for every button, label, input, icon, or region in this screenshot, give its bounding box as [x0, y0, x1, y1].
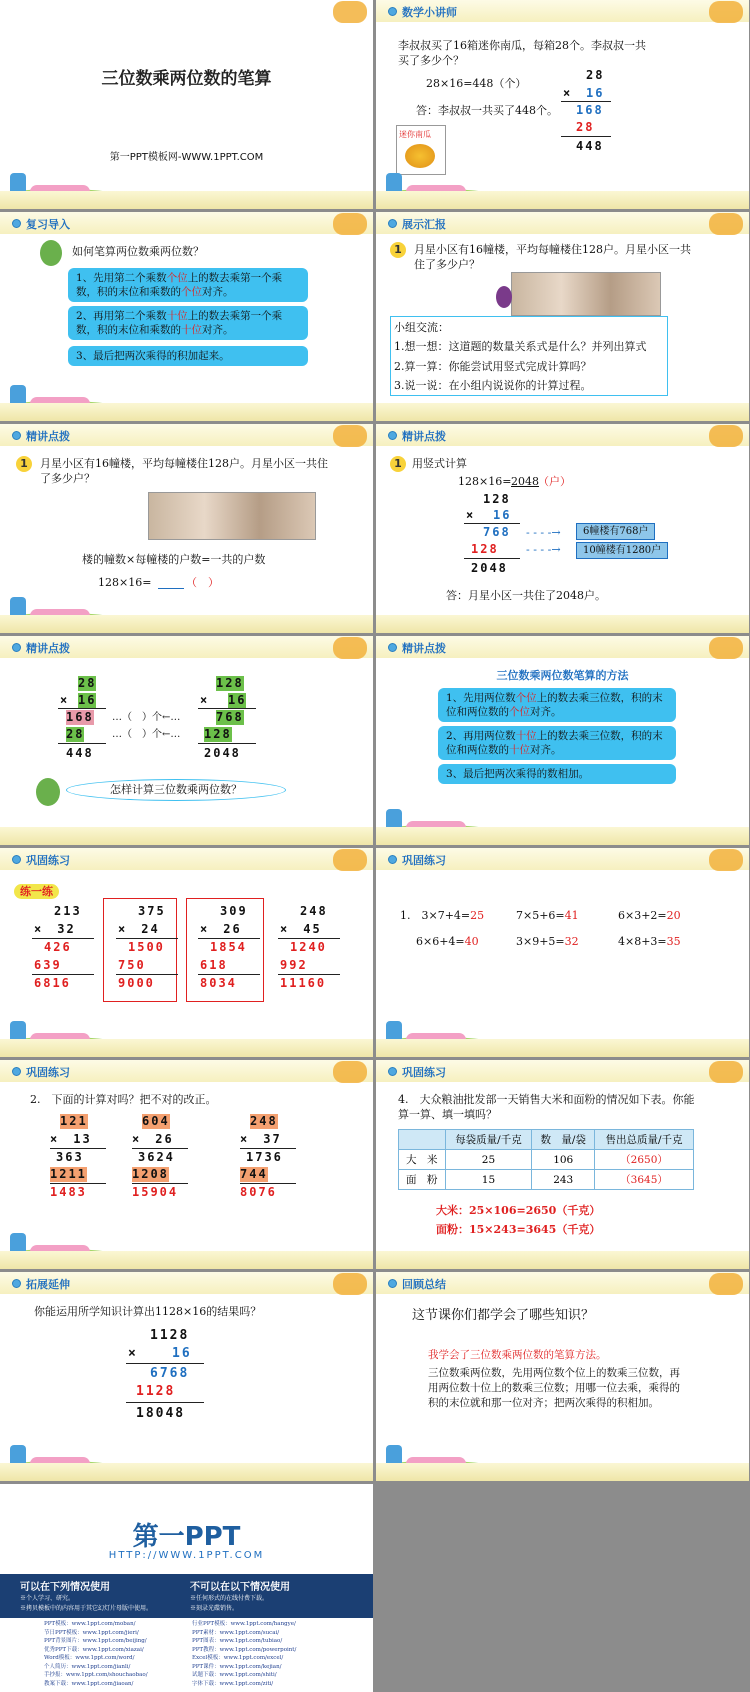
calc-partial1: 1500: [128, 940, 165, 954]
calc-result: 8034: [200, 976, 237, 990]
right-partial1: 768: [216, 710, 244, 724]
bullet-icon: [12, 855, 21, 864]
slide-header: [376, 0, 749, 22]
calc-top: 309: [220, 904, 248, 918]
method-step-2: 2、再用两位数十位上的数去乘三位数，积的末位和两位数的十位对齐。: [438, 726, 676, 760]
header-title: 精讲点拨: [402, 430, 446, 443]
calc-line: [50, 1148, 106, 1149]
vm-partial2: 1128: [136, 1384, 176, 1399]
footer-link[interactable]: 教案下载：www.1ppt.com/jiaoan/: [44, 1680, 134, 1687]
answer-blank[interactable]: [158, 588, 184, 589]
vm-partial2: 128: [471, 542, 499, 556]
calc-line: [32, 938, 94, 939]
calc-result: 9000: [118, 976, 155, 990]
calc-partial1: 1736: [246, 1150, 283, 1164]
instruction-text: 用竖式计算: [412, 457, 467, 470]
expr-1-2: 7×5+6=41: [516, 909, 579, 922]
method-step-1: 1、先用两位数个位上的数去乘三位数，积的末位和两位数的个位对齐。: [438, 688, 676, 722]
question-text: 2. 下面的计算对吗？把不对的改正。: [30, 1093, 217, 1106]
calc-result: 8076: [240, 1185, 277, 1199]
bullet-icon: [12, 431, 21, 440]
vm-line2: [58, 743, 106, 744]
bullet-icon: [388, 219, 397, 228]
mid-label-2: …（ ）个←…: [112, 729, 181, 740]
calc-partial1: 1240: [290, 940, 327, 954]
mid-label-1: …（ ）个←…: [112, 712, 181, 723]
slide-header: [376, 212, 749, 234]
slide-header: [376, 636, 749, 658]
links-area: [0, 1618, 373, 1692]
footer-band: [376, 827, 749, 845]
right-top: 128: [216, 676, 244, 690]
expr-1-3: 6×3+2=20: [618, 909, 681, 922]
calc-top: 375: [138, 904, 166, 918]
bullet-icon: [388, 7, 397, 16]
calc-multiplier: × 32: [34, 922, 76, 936]
slide-header: [376, 424, 749, 446]
method-step-1: 1、先用第二个乘数个位上的数去乘第一个乘数，积的末位和乘数的个位对齐。: [68, 268, 308, 302]
slide-header: [376, 1272, 749, 1294]
method-title: 三位数乘两位数笔算的方法: [496, 669, 629, 682]
bullet-icon: [12, 1279, 21, 1288]
mascot-icon: [496, 286, 512, 308]
calc-partial1: 3624: [138, 1150, 175, 1164]
footer-band: [376, 403, 749, 421]
arrow-icon: - - - -→: [526, 526, 561, 539]
slide-header: [0, 848, 373, 870]
footer-band: [376, 1463, 749, 1481]
slide-12[interactable]: [376, 1060, 749, 1269]
footer-link[interactable]: 优秀PPT下载：www.1ppt.com/xiazai/: [44, 1646, 144, 1653]
slide-7[interactable]: [0, 636, 373, 845]
footer-link[interactable]: 字体下载：www.1ppt.com/ziti/: [192, 1680, 274, 1687]
equation: 128×16=: [458, 475, 512, 488]
calc-multiplier: × 24: [118, 922, 160, 936]
table-row: 大 米 25 106 （2650）: [399, 1150, 694, 1170]
expr-2-3: 4×8+3=35: [618, 935, 681, 948]
bullet-icon: [388, 1067, 397, 1076]
header-title: 巩固练习: [26, 854, 70, 867]
equation-result: 2048: [511, 475, 539, 488]
slide-4[interactable]: [376, 212, 749, 421]
right-multiplier: 16: [228, 693, 247, 707]
kids-logo-icon: [709, 1273, 743, 1295]
problem-number-icon: 1: [16, 456, 32, 472]
vm-line2: [561, 136, 611, 137]
unit-blank: （ ）: [186, 576, 219, 589]
calc-line2: [198, 974, 260, 975]
calc-multiplier: × 13: [50, 1132, 92, 1146]
calc-line: [116, 938, 178, 939]
slide-11[interactable]: [0, 1060, 373, 1269]
footer-link[interactable]: PPT课件：www.1ppt.com/kejian/: [192, 1663, 282, 1670]
header-title: 拓展延伸: [26, 1278, 70, 1291]
calc-line2: [116, 974, 178, 975]
slide-title: 三位数乘两位数的笔算: [101, 69, 272, 89]
vm-top: 1128: [150, 1328, 190, 1343]
calc-line: [198, 938, 260, 939]
expr-2-2: 3×9+5=32: [516, 935, 579, 948]
footer-link[interactable]: 节日PPT模板：www.1ppt.com/jieri/: [44, 1629, 139, 1636]
vm-line2: [464, 558, 520, 559]
vm-times: ×: [563, 86, 573, 100]
brand-url[interactable]: HTTP://WWW.1PPT.COM: [108, 1550, 265, 1561]
empty-area: [376, 1484, 749, 1692]
calc-partial2: 618: [200, 958, 228, 972]
right-result: 2048: [204, 746, 241, 760]
summary-line-1: 我学会了三位数乘两位数的笔算方法。: [428, 1349, 607, 1361]
summary-line-2: 三位数乘两位数，先用两位数个位上的数乘三位数，再用两位数十位上的数乘三位数；用哪一位去乘，乘得的积的末位就和那一位对齐；把两次乘得的积相加。: [428, 1367, 680, 1409]
calc-line: [240, 1148, 296, 1149]
calc-top: 604: [142, 1114, 170, 1128]
calc-result: 1483: [50, 1185, 87, 1199]
explain-box-1: 6幢楼有768户: [576, 523, 655, 540]
bullet-icon: [388, 855, 397, 864]
calc-partial1: 426: [44, 940, 72, 954]
header-title: 展示汇报: [402, 218, 446, 231]
question-text: 你能运用所学知识计算出1128×16的结果吗？: [34, 1305, 262, 1318]
answer-text: 答：月星小区一共住了2048户。: [446, 589, 606, 602]
kids-logo-icon: [709, 849, 743, 871]
calc-partial2: 1211: [50, 1167, 87, 1181]
header-title: 巩固练习: [26, 1066, 70, 1079]
vm-result: 2048: [471, 561, 508, 575]
vm-partial2: 28: [576, 120, 595, 134]
bullet-icon: [388, 1279, 397, 1288]
slide-header: [0, 636, 373, 658]
explain-box-2: 10幢楼有1280户: [576, 542, 668, 559]
mascot-icon: [40, 240, 62, 266]
calc-top: 248: [300, 904, 328, 918]
footer-band: [0, 1039, 373, 1057]
kids-logo-icon: [333, 1, 367, 23]
calc-line2: [32, 974, 94, 975]
slide-header: [0, 212, 373, 234]
slide-ad[interactable]: [0, 1484, 373, 1692]
slide-3[interactable]: [0, 212, 373, 421]
vm-times: ×: [466, 508, 476, 522]
header-title: 复习导入: [26, 218, 70, 231]
slide-14[interactable]: [376, 1272, 749, 1481]
kids-logo-icon: [333, 1273, 367, 1295]
header-title: 巩固练习: [402, 1066, 446, 1079]
vm-multiplier: 16: [172, 1346, 192, 1361]
vm-partial1: 6768: [150, 1366, 190, 1381]
footer-band: [0, 403, 373, 421]
kids-logo-icon: [333, 425, 367, 447]
footer-link[interactable]: 试题下载：www.1ppt.com/shiti/: [192, 1672, 277, 1678]
slide-9[interactable]: [0, 848, 373, 1057]
vm-result: 18048: [136, 1406, 186, 1421]
expr-2-1: 6×6+4=40: [416, 935, 479, 948]
buildings-image: [148, 492, 316, 540]
left-multiplier: 16: [78, 693, 97, 707]
equation: 128×16=: [98, 576, 152, 589]
vm-top: 128: [483, 492, 511, 506]
calc-line: [132, 1148, 188, 1149]
arrow-icon: - - - -→: [526, 543, 561, 556]
calc-line: [278, 938, 340, 939]
slide-header: [0, 1060, 373, 1082]
footer-band: [376, 1251, 749, 1269]
footer-band: [0, 1251, 373, 1269]
calc-line2: [240, 1183, 296, 1184]
left-partial2: 28: [66, 727, 85, 741]
vm-partial1: 168: [576, 103, 604, 117]
question-text: 这节课你们都学会了哪些知识？: [412, 1308, 595, 1323]
mascot-icon: [36, 778, 60, 806]
calc-result: 11160: [280, 976, 327, 990]
slide-subtitle: 第一PPT模板网-WWW.1PPT.COM: [109, 152, 264, 163]
calc-line2: [132, 1183, 188, 1184]
footer-link[interactable]: 手抄报：www.1ppt.com/shouchaobao/: [44, 1672, 148, 1678]
right-times: ×: [200, 693, 210, 707]
vm-line: [561, 101, 611, 102]
bullet-icon: [12, 643, 21, 652]
footer-band: [376, 1039, 749, 1057]
forbidden-2: ※刻录光碟销售。: [190, 1605, 239, 1612]
image-caption: 迷你南瓜: [399, 130, 431, 139]
problem-number-icon: 1: [390, 456, 406, 472]
left-result: 448: [66, 746, 94, 760]
header-title: 数学小讲师: [402, 6, 457, 19]
discussion-item-1: 1.想一想：这道题的数量关系式是什么？并列出算式: [394, 340, 647, 353]
allowed-2: ※拷贝模板中的内容用于其它幻灯片母版中使用。: [20, 1605, 153, 1612]
calc-multiplier: × 37: [240, 1132, 282, 1146]
slide-8[interactable]: [376, 636, 749, 845]
vm-line: [464, 523, 520, 524]
discussion-item-3: 3.说一说：在小组内说说你的计算过程。: [394, 379, 592, 392]
header-title: 巩固练习: [402, 854, 446, 867]
slide-header: [0, 424, 373, 446]
brand-logo: 第一PPT: [132, 1522, 241, 1552]
practice-tag: 练一练: [14, 884, 59, 899]
footer-band: [376, 191, 749, 209]
answer-flour: 面粉：15×243=3645（千克）: [436, 1223, 601, 1236]
calc-partial1: 1854: [210, 940, 247, 954]
vm-line: [126, 1363, 204, 1364]
info-panel: [0, 1574, 373, 1692]
slide-10[interactable]: [376, 848, 749, 1057]
table-row: 面 粉 15 243 （3645）: [399, 1170, 694, 1190]
kids-logo-icon: [709, 425, 743, 447]
method-step-2: 2、再用第二个乘数十位上的数去乘第一个乘数，积的末位和乘数的十位对齐。: [68, 306, 308, 340]
slide-5[interactable]: [0, 424, 373, 633]
vm-line: [198, 708, 256, 709]
left-times: ×: [60, 693, 70, 707]
equation-unit: （户）: [538, 475, 571, 488]
footer-link[interactable]: PPT背景图片：www.1ppt.com/beijing/: [44, 1638, 147, 1644]
kids-logo-icon: [709, 1061, 743, 1083]
footer-link[interactable]: Word模板：www.1ppt.com/word/: [44, 1655, 135, 1661]
question-text: 月星小区有16幢楼，平均每幢楼住128户。月星小区一共住了多少户？: [414, 243, 691, 271]
left-top: 28: [78, 676, 97, 690]
vm-multiplier: 16: [586, 86, 605, 100]
calc-partial2: 639: [34, 958, 62, 972]
kids-logo-icon: [333, 213, 367, 235]
question-bubble: 怎样计算三位数乘两位数？: [66, 779, 286, 801]
bullet-icon: [12, 1067, 21, 1076]
discussion-item-2: 2.算一算：你能尝试用竖式完成计算吗？: [394, 360, 592, 373]
footer-link[interactable]: Excel模板：www.1ppt.com/excel/: [192, 1655, 284, 1661]
discussion-box: [390, 316, 668, 396]
question-text: 李叔叔买了16箱迷你南瓜，每箱28个。李叔叔一共买了多少个？: [398, 39, 646, 67]
kids-logo-icon: [709, 1, 743, 23]
footer-link[interactable]: 行业PPT模板：www.1ppt.com/hangye/: [192, 1621, 296, 1627]
bullet-icon: [388, 431, 397, 440]
expr-1-1: 1. 3×7+4=25: [400, 909, 485, 922]
header-title: 精讲点拨: [26, 642, 70, 655]
right-partial2: 128: [204, 727, 232, 741]
slide-13[interactable]: [0, 1272, 373, 1481]
calc-line2: [278, 974, 340, 975]
slide-header: [376, 1060, 749, 1082]
calc-multiplier: × 45: [280, 922, 322, 936]
vm-times: ×: [128, 1346, 138, 1361]
vm-line2: [198, 743, 256, 744]
vm-top: 28: [586, 68, 605, 82]
calc-partial2: 1208: [132, 1167, 169, 1181]
header-title: 回顾总结: [402, 1278, 446, 1291]
slide-header: [0, 1272, 373, 1294]
calc-partial2: 992: [280, 958, 308, 972]
equation: 28×16=448（个）: [426, 77, 527, 90]
forbidden-1: ※任何形式的在线付费下载。: [190, 1595, 269, 1602]
slide-1[interactable]: [0, 0, 373, 209]
method-step-3: 3、最后把两次乘得的积加起来。: [68, 346, 308, 366]
slide-2[interactable]: [376, 0, 749, 209]
footer-band: [0, 1463, 373, 1481]
answer-rice: 大米：25×106=2650（千克）: [436, 1204, 601, 1217]
footer-link[interactable]: 个人简历：www.1ppt.com/jianli/: [44, 1663, 131, 1670]
calc-partial1: 363: [56, 1150, 84, 1164]
footer-link[interactable]: PPT教程：www.1ppt.com/powerpoint/: [192, 1646, 297, 1653]
vm-multiplier: 16: [493, 508, 512, 522]
answer-text: 答：李叔叔一共买了448个。: [416, 104, 558, 117]
footer-band: [0, 191, 373, 209]
kids-logo-icon: [333, 637, 367, 659]
problem-number-icon: 1: [390, 242, 406, 258]
footer-link[interactable]: PPT素材：www.1ppt.com/sucai/: [192, 1629, 280, 1636]
slide-header: [376, 848, 749, 870]
vm-line: [58, 708, 106, 709]
relation-text: 楼的幢数×每幢楼的户数=一共的户数: [82, 553, 266, 566]
buildings-image: [511, 272, 661, 316]
left-partial1: 168: [66, 710, 94, 724]
method-step-3: 3、最后把两次乘得的数相加。: [438, 764, 676, 784]
calc-partial2: 750: [118, 958, 146, 972]
forbidden-heading: 不可以在以下情况使用: [190, 1582, 290, 1593]
bullet-icon: [388, 643, 397, 652]
footer-link[interactable]: PPT图表：www.1ppt.com/tubiao/: [192, 1638, 283, 1644]
vm-partial1: 768: [483, 525, 511, 539]
calc-line2: [50, 1183, 106, 1184]
kids-logo-icon: [333, 1061, 367, 1083]
question-text: 月星小区有16幢楼，平均每幢楼住128户。月星小区一共住了多少户？: [40, 457, 328, 485]
calc-partial2: 744: [240, 1167, 268, 1181]
slide-6[interactable]: [376, 424, 749, 633]
allowed-1: ※个人学习、研究。: [20, 1595, 75, 1602]
vm-line2: [126, 1402, 204, 1403]
question-text: 如何笔算两位数乘两位数？: [72, 245, 204, 258]
calc-result: 15904: [132, 1185, 179, 1199]
footer-link[interactable]: PPT模板：www.1ppt.com/moban/: [44, 1621, 136, 1627]
bullet-icon: [12, 219, 21, 228]
vm-result: 448: [576, 139, 604, 153]
pumpkin-image: [396, 125, 446, 175]
sales-table: [398, 1129, 694, 1190]
kids-logo-icon: [709, 637, 743, 659]
question-text: 4. 大众粮油批发部一天销售大米和面粉的情况如下表。你能算一算、填一填吗？: [398, 1093, 695, 1121]
header-title: 精讲点拨: [402, 642, 446, 655]
discussion-heading: 小组交流：: [394, 321, 449, 334]
footer-band: [0, 827, 373, 845]
allowed-heading: 可以在下列情况使用: [20, 1582, 110, 1593]
calc-top: 213: [54, 904, 82, 918]
table-header: 每袋质量/千克 数 量/袋 售出总质量/千克: [399, 1130, 694, 1150]
header-title: 精讲点拨: [26, 430, 70, 443]
kids-logo-icon: [333, 849, 367, 871]
footer-band: [0, 615, 373, 633]
kids-logo-icon: [709, 213, 743, 235]
calc-top: 121: [60, 1114, 88, 1128]
footer-band: [376, 615, 749, 633]
calc-multiplier: × 26: [200, 922, 242, 936]
calc-multiplier: × 26: [132, 1132, 174, 1146]
calc-result: 6816: [34, 976, 71, 990]
calc-top: 248: [250, 1114, 278, 1128]
